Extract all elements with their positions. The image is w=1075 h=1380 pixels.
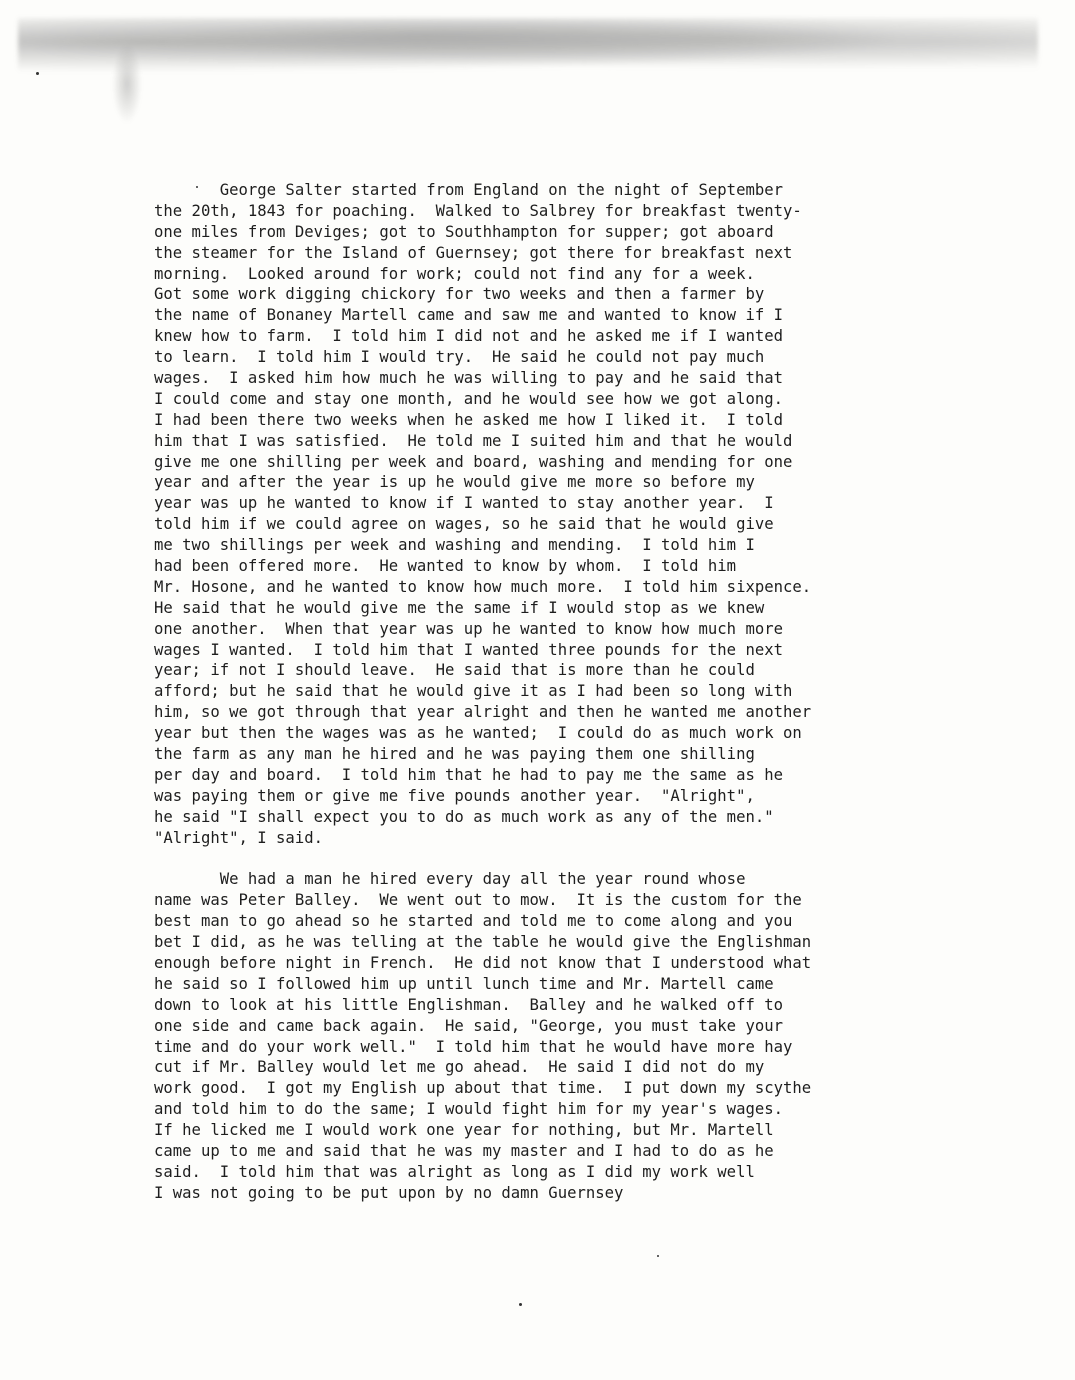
paperclip-mark	[112, 44, 142, 124]
text-line: one another. When that year was up he wanted to know how much more	[154, 619, 784, 638]
text-line: was paying them or give me five pounds another year. "Alright",	[154, 786, 755, 805]
text-line: "Alright", I said.	[154, 828, 323, 847]
paragraph-2	[154, 869, 944, 1203]
typed-text-body	[154, 180, 944, 1204]
text-line: the farm as any man he hired and he was paying them one shilling	[154, 745, 755, 764]
text-line: afford; but he said that he would give it as I had been so long with	[154, 682, 793, 701]
text-line: Got some work digging chickory for two weeks and then a farmer by	[154, 285, 765, 304]
text-line: per day and board. I told him that he had to pay me the same as he	[154, 765, 784, 784]
speck	[519, 1303, 522, 1306]
text-line: He said that he would give me the same if I would stop as we knew	[154, 598, 765, 617]
speck	[657, 1255, 659, 1257]
text-line: name was Peter Balley. We went out to mow. It is the custom for the	[154, 891, 802, 910]
text-line: enough before night in French. He did not know that I understood what	[154, 953, 812, 972]
text-line: year and after the year is up he would give me more so before my	[154, 473, 755, 492]
text-line: wages I wanted. I told him that I wanted three pounds for the next	[154, 640, 784, 659]
text-line: time and do your work well." I told him that he would have more hay	[154, 1037, 793, 1056]
text-line: year was up he wanted to know if I wanted to stay another year. I	[154, 494, 774, 513]
text-line: I was not going to be put upon by no damn Guernsey	[154, 1183, 624, 1202]
text-line: Mr. Hosone, and he wanted to know how much more. I told him sixpence.	[154, 577, 812, 596]
text-line: he said "I shall expect you to do as much work as any of the men."	[154, 807, 774, 826]
text-line: had been offered more. He wanted to know by whom. I told him	[154, 557, 737, 576]
text-line: George Salter started from England on the night of September	[154, 181, 784, 199]
speck	[36, 72, 39, 75]
text-line: came up to me and said that he was my master and I had to do as he	[154, 1141, 774, 1160]
text-line: knew how to farm. I told him I did not and he asked me if I wanted	[154, 327, 784, 346]
text-line: If he licked me I would work one year for nothing, but Mr. Martell	[154, 1121, 774, 1140]
text-line: We had a man he hired every day all the year round whose	[154, 870, 746, 889]
text-line: year but then the wages was as he wanted; I could do as much work on	[154, 724, 802, 743]
text-line: morning. Looked around for work; could not find any for a week.	[154, 264, 755, 283]
text-line: said. I told him that was alright as long as I did my work well	[154, 1162, 755, 1181]
text-line: he said so I followed him up until lunch time and Mr. Martell came	[154, 974, 774, 993]
text-line: told him if we could agree on wages, so he said that he would give	[154, 515, 774, 534]
text-line: one miles from Deviges; got to Southhampton for supper; got aboard	[154, 222, 774, 241]
text-line: the steamer for the Island of Guernsey; got there for breakfast next	[154, 243, 793, 262]
text-line: best man to go ahead so he started and told me to come along and you	[154, 912, 793, 931]
text-line: down to look at his little Englishman. Balley and he walked off to	[154, 995, 784, 1014]
text-line: one side and came back again. He said, "George, you must take your	[154, 1016, 784, 1035]
text-line: the name of Bonaney Martell came and saw me and wanted to know if I	[154, 306, 784, 325]
text-line: the 20th, 1843 for poaching. Walked to Salbrey for breakfast twenty-	[154, 201, 802, 220]
text-line: him, so we got through that year alright and then he wanted me another	[154, 703, 812, 722]
text-line: work good. I got my English up about that time. I put down my scythe	[154, 1079, 812, 1098]
text-line: him that I was satisfied. He told me I suited him and that he would	[154, 431, 793, 450]
text-line: me two shillings per week and washing and mending. I told him I	[154, 536, 755, 555]
paragraph-1	[154, 180, 944, 849]
text-line: wages. I asked him how much he was willing to pay and he said that	[154, 369, 784, 388]
text-line: to learn. I told him I would try. He said he could not pay much	[154, 348, 765, 367]
text-line: give me one shilling per week and board, washing and mending for one	[154, 452, 793, 471]
text-line: I could come and stay one month, and he would see how we got along.	[154, 389, 784, 408]
text-line: cut if Mr. Balley would let me go ahead. He said I did not do my	[154, 1058, 765, 1077]
text-line: I had been there two weeks when he asked me how I liked it. I told	[154, 410, 784, 429]
toner-smudge	[18, 18, 1038, 78]
text-line: and told him to do the same; I would fight him for my year's wages.	[154, 1100, 784, 1119]
text-line: year; if not I should leave. He said that is more than he could	[154, 661, 755, 680]
text-line: bet I did, as he was telling at the table he would give the Englishman	[154, 933, 812, 952]
